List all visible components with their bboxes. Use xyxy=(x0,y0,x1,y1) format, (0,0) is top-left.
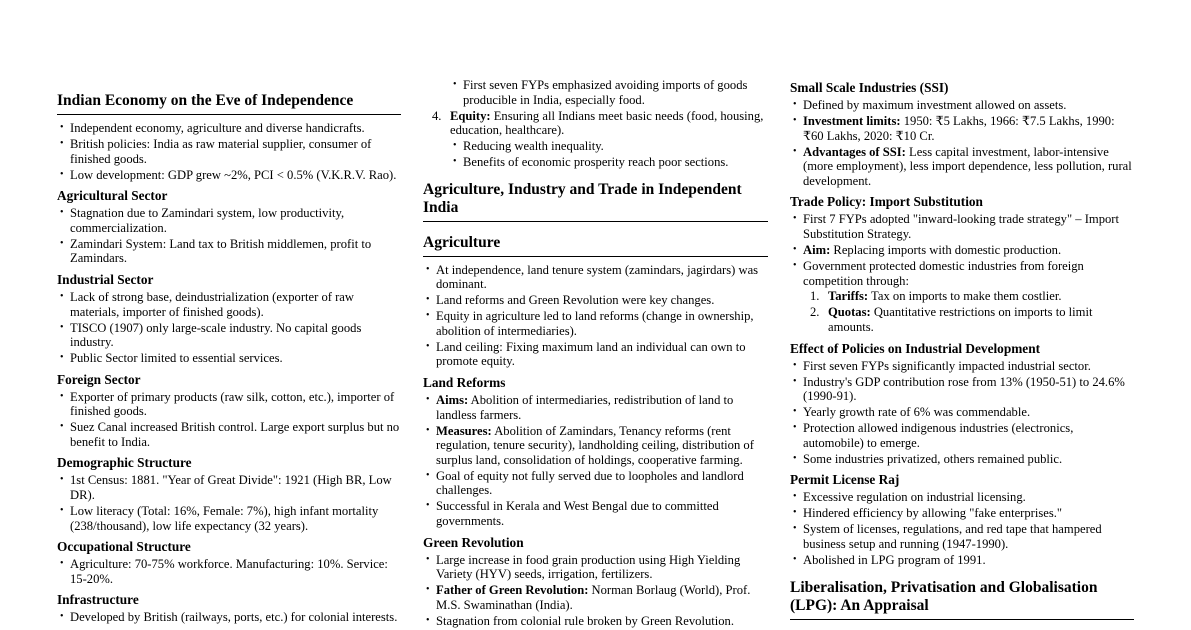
trade-policy-list xyxy=(790,212,1134,288)
list-item: • Successful in Kerala and West Bengal due to committed governments. xyxy=(423,499,768,528)
aims-text: Abolition of intermediaries, redistribution of land to landless farmers. xyxy=(436,393,734,422)
heading-agricultural-sector: Agricultural Sector xyxy=(57,188,168,204)
heading-green-revolution: Green Revolution xyxy=(423,534,524,550)
list-item: • Public Sector limited to essential services. xyxy=(57,351,401,366)
continued-list xyxy=(423,78,768,107)
permit-license-raj-list xyxy=(790,490,1134,567)
list-item: • British policies: India as raw material supplier, consumer of finished goods. xyxy=(57,137,401,166)
list-item: • Equity in agriculture led to land reforms (change in ownership, abolition of intermediaries). xyxy=(423,309,768,338)
section-title-lpg: Liberalisation, Privatisation and Globalisation (LPG): An Appraisal xyxy=(790,579,1134,620)
list-item: • Abolished in LPG program of 1991. xyxy=(790,553,1134,568)
quotas-text: Quantitative restrictions on imports to limit amounts. xyxy=(828,305,1093,335)
list-item: • Hindered efficiency by allowing "fake enterprises." xyxy=(790,506,1134,521)
list-item: • Independent economy, agriculture and diverse handicrafts. xyxy=(57,121,401,136)
column-2 xyxy=(423,78,768,630)
ssi-list xyxy=(790,98,1134,188)
list-number: 4. xyxy=(432,108,442,123)
list-item: • First seven FYPs significantly impacted industrial sector. xyxy=(790,359,1134,374)
list-item-tariffs xyxy=(790,289,1134,304)
heading-trade-policy: Trade Policy: Import Substitution xyxy=(790,194,983,210)
list-item: • Low literacy (Total: 16%, Female: 7%), high infant mortality (238/thousand), low life expectancy (32 years). xyxy=(57,504,401,533)
advantages-label: Advantages of SSI: xyxy=(803,144,906,159)
list-item: • Some industries privatized, others remained public. xyxy=(790,452,1134,467)
list-item: • Defined by maximum investment allowed on assets. xyxy=(790,98,1134,113)
list-item: • Stagnation from colonial rule broken by Green Revolution. xyxy=(423,614,768,629)
objectives-list xyxy=(423,109,768,138)
list-item: • First 7 FYPs adopted "inward-looking trade strategy" – Import Substitution Strategy. xyxy=(790,212,1134,241)
list-item: • Excessive regulation on industrial licensing. xyxy=(790,490,1134,505)
list-item-advantages xyxy=(790,145,1134,189)
list-item-father xyxy=(423,583,768,612)
list-item: • Low development: GDP grew ~2%, PCI < 0.5% (V.K.R.V. Rao). xyxy=(57,168,401,183)
list-item-aims xyxy=(423,393,768,422)
list-item: • TISCO (1907) only large-scale industry. No capital goods industry. xyxy=(57,321,401,350)
aim-text: Replacing imports with domestic production. xyxy=(830,242,1062,257)
section-title-independent-india: Agriculture, Industry and Trade in Independent India xyxy=(423,181,768,222)
list-item-measures xyxy=(423,424,768,468)
intro-list xyxy=(57,121,401,182)
heading-demographic-structure: Demographic Structure xyxy=(57,455,192,471)
list-number: 1. xyxy=(810,289,820,304)
investment-text: 1950: ₹5 Lakhs, 1966: ₹7.5 Lakhs, 1990: ₹60 Lakhs, 2020: ₹10 Cr. xyxy=(803,113,1115,143)
list-item: • Land reforms and Green Revolution were key changes. xyxy=(423,293,768,308)
foreign-sector-list xyxy=(57,390,401,450)
section-title-agriculture: Agriculture xyxy=(423,234,768,257)
agricultural-sector-list xyxy=(57,206,401,266)
tariffs-text: Tax on imports to make them costlier. xyxy=(868,289,1062,304)
section-title-eve-of-independence: Indian Economy on the Eve of Independence xyxy=(57,92,401,115)
heading-land-reforms: Land Reforms xyxy=(423,375,506,391)
list-item: • Government protected domestic industries from foreign competition through: xyxy=(790,259,1134,288)
protection-methods-list xyxy=(790,289,1134,334)
heading-industrial-sector: Industrial Sector xyxy=(57,271,154,287)
aims-label: Aims: xyxy=(436,393,469,408)
heading-small-scale-industries: Small Scale Industries (SSI) xyxy=(790,80,949,95)
column-1 xyxy=(57,92,401,626)
list-item: • System of licenses, regulations, and red tape that hampered business setup and running (1947-1990). xyxy=(790,522,1134,551)
list-item: • Developed by British (railways, ports, etc.) for colonial interests. xyxy=(57,610,401,625)
investment-label: Investment limits: xyxy=(803,113,901,128)
list-item: • 1st Census: 1881. "Year of Great Divide": 1921 (High BR, Low DR). xyxy=(57,473,401,502)
advantages-text: Less capital investment, labor-intensive (more employment), less import dependence, less pollution, rural development. xyxy=(803,144,1132,188)
list-number: 2. xyxy=(810,305,820,320)
list-item: • Suez Canal increased British control. Large export surplus but no benefit to India. xyxy=(57,420,401,449)
list-item: • Agriculture: 70-75% workforce. Manufacturing: 10%. Service: 15-20%. xyxy=(57,557,401,586)
list-item: • Zamindari System: Land tax to British middlemen, profit to Zamindars. xyxy=(57,237,401,266)
father-text: Norman Borlaug (World), Prof. M.S. Swaminathan (India). xyxy=(436,583,751,612)
list-item: • Benefits of economic prosperity reach poor sections. xyxy=(450,155,768,170)
list-item-aim xyxy=(790,243,1134,258)
heading-foreign-sector: Foreign Sector xyxy=(57,371,141,387)
list-item: • First seven FYPs emphasized avoiding imports of goods producible in India, especially food. xyxy=(450,78,768,107)
father-label: Father of Green Revolution: xyxy=(436,583,589,598)
list-item: • Protection allowed indigenous industries (electronics, automobile) to emerge. xyxy=(790,421,1134,450)
occupational-structure-list xyxy=(57,557,401,586)
land-reforms-list xyxy=(423,393,768,529)
heading-infrastructure: Infrastructure xyxy=(57,592,139,608)
measures-label: Measures: xyxy=(436,423,492,438)
green-revolution-list xyxy=(423,553,768,629)
equity-label: Equity: xyxy=(450,108,491,123)
agriculture-list xyxy=(423,263,768,369)
list-item: • Goal of equity not fully served due to loopholes and landlord challenges. xyxy=(423,469,768,498)
industrial-sector-list xyxy=(57,290,401,366)
list-item: • Yearly growth rate of 6% was commendable. xyxy=(790,405,1134,420)
list-item: • Land ceiling: Fixing maximum land an individual can own to promote equity. xyxy=(423,340,768,369)
list-item: • Lack of strong base, deindustrialization (exporter of raw materials, importer of finished goods). xyxy=(57,290,401,319)
list-item: • Industry's GDP contribution rose from 13% (1950-51) to 24.6% (1990-91). xyxy=(790,375,1134,404)
quotas-label: Quotas: xyxy=(828,305,871,320)
effect-of-policies-list xyxy=(790,359,1134,467)
list-item: • Stagnation due to Zamindari system, low productivity, commercialization. xyxy=(57,206,401,235)
tariffs-label: Tariffs: xyxy=(828,289,869,304)
equity-text: Ensuring all Indians meet basic needs (food, housing, education, healthcare). xyxy=(450,108,764,138)
list-item-investment xyxy=(790,114,1134,143)
list-item: • At independence, land tenure system (zamindars, jagirdars) was dominant. xyxy=(423,263,768,292)
list-item-equity xyxy=(423,109,768,138)
list-item: • Large increase in food grain production using High Yielding Variety (HYV) seeds, irrigation, fertilizers. xyxy=(423,553,768,582)
demographic-structure-list xyxy=(57,473,401,533)
infrastructure-list xyxy=(57,610,401,625)
heading-permit-license-raj: Permit License Raj xyxy=(790,472,900,488)
equity-sub-list xyxy=(423,139,768,170)
list-item: • Exporter of primary products (raw silk, cotton, etc.), importer of finished goods. xyxy=(57,390,401,419)
measures-text: Abolition of Zamindars, Tenancy reforms (rent regulation, tenure security), landholding ceiling, distribution of surplus land, consolidation of holdings, cooperative farming. xyxy=(436,423,754,467)
heading-effect-of-policies: Effect of Policies on Industrial Development xyxy=(790,340,1041,356)
aim-label: Aim: xyxy=(803,242,831,257)
list-item-quotas xyxy=(790,305,1134,334)
heading-occupational-structure: Occupational Structure xyxy=(57,539,191,555)
column-3 xyxy=(790,78,1134,626)
list-item: • Reducing wealth inequality. xyxy=(450,139,768,154)
